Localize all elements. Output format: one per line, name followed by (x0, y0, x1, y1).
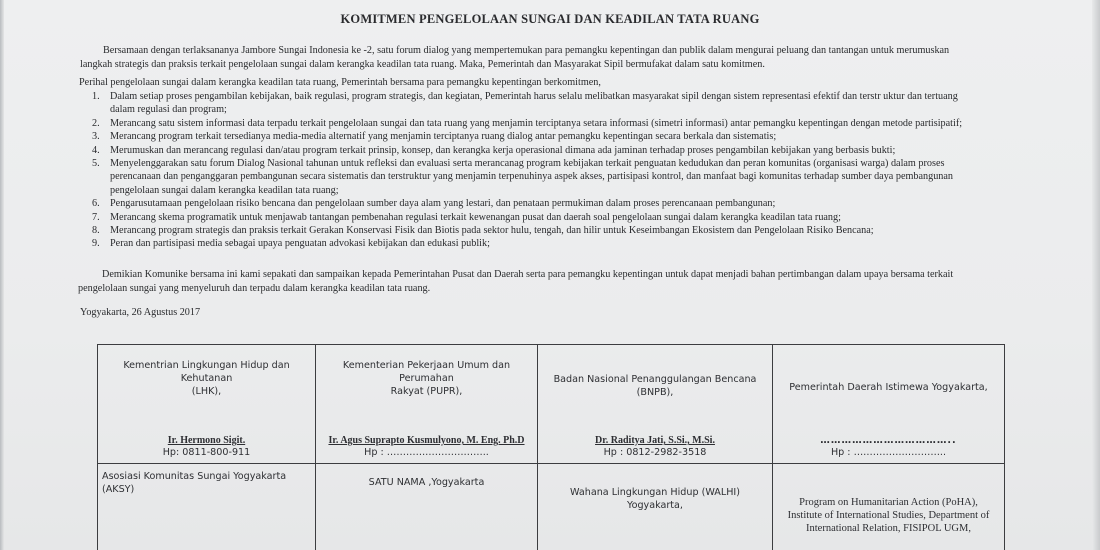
commitment-item (80, 237, 1040, 250)
organization-name: Asosiasi Komunitas Sungai Yogyakarta (AKSY) (102, 471, 287, 495)
institution-abbrev: (BNPB), (636, 387, 674, 398)
item-number: 6. (92, 198, 100, 210)
signatory-phone: Hp : ……………………….. (830, 447, 947, 458)
signatory-row-government (98, 345, 1005, 464)
item-number: 1. (92, 91, 100, 102)
commitment-item (80, 224, 1040, 237)
item-text: Merancang satu sistem informasi data terpadu terkait pengelolaan sungai dan tata ruang yang menjamin terciptanya setara informasi (simetri informasi) antar pemangku kepentingan dengan metode partisipatif; (110, 117, 963, 129)
signatory-cell-pupr (316, 345, 538, 464)
institution-name: Kementrian Lingkungan Hidup dan Kehutanan (123, 360, 290, 384)
signatory-phone: Hp: 0811-800-911 (162, 447, 251, 458)
item-number: 7. (92, 211, 100, 223)
place-date: Yogyakarta, 26 Agustus 2017 (80, 307, 201, 318)
signatory-cell-diy (773, 345, 1005, 464)
item-text-cont: pengelolaan sungai dalam kerangka keadilan tata ruang; (110, 184, 339, 196)
paper-edge-left (0, 0, 4, 550)
organization-department: International Relation, FISIPOL UGM, (806, 523, 971, 534)
signatory-name: Dr. Raditya Jati, S.Si., M.Si. (595, 435, 715, 446)
item-text-cont: dalam regulasi dan program; (110, 104, 227, 116)
intro-paragraph-line-1: Bersamaan dengan terlaksananya Jambore Sungai Indonesia ke -2, satu forum dialog yang mempertemukan para pemangku kepentingan dan publik dalam mengurai peluang dan tantangan untuk merumuskan (103, 45, 950, 56)
document-title: KOMITMEN PENGELOLAAN SUNGAI DAN KEADILAN TATA RUANG (340, 12, 760, 26)
commitment-item (80, 157, 1040, 197)
commitment-lead: Perihal pengelolaan sungai dalam kerangka keadilan tata ruang, Pemerintah bersama para pemangku kepentingan berkomitmen, (79, 77, 601, 88)
commitment-item (80, 90, 1040, 117)
organization-name: Program on Humanitarian Action (PoHA), (799, 497, 978, 508)
institution-name: Kementerian Pekerjaan Umum dan Perumahan (342, 360, 511, 384)
item-number: 9. (92, 238, 100, 250)
signatory-phone: Hp : 0812-2982-3518 (603, 447, 707, 458)
commitment-item (80, 130, 1040, 143)
item-text-cont: perencanaan dan penganggaran pembangunan secara sistematis dan terstruktur yang menjamin terpenuhinya aspek akses, partisipasi kontrol, dan manfaat bagi komunitas terhadap sumber daya pembangunan (110, 171, 954, 183)
organization-location: Yogyakarta, (626, 500, 683, 511)
item-text: Peran dan partisipasi media sebagai upaya penguatan advokasi kebijakan dan edukasi publik; (110, 238, 490, 250)
commitment-item (80, 117, 1040, 130)
institution-abbrev: Rakyat (PUPR), (390, 386, 463, 397)
closing-paragraph-line-2: pengelolaan sungai yang menyeluruh dan terpadu dalam kerangka keadilan tata ruang. (78, 283, 431, 294)
signatory-cell-satu-nama (316, 464, 538, 550)
commitment-item (80, 211, 1040, 224)
commitment-item (80, 144, 1040, 157)
item-text: Menyelenggarakan satu forum Dialog Nasional tahunan untuk refleksi dan evaluasi serta merancanag program kebijakan terkait penguatan kedudukan dan peran komunitas (organisasi warga) dalam proses (110, 158, 945, 170)
signatory-table (97, 344, 1005, 550)
signatory-cell-bnpb (538, 345, 773, 464)
signatory-phone: Hp : ………………………….. (364, 447, 489, 458)
closing-paragraph-line-1: Demikian Komunike bersama ini kami sepakati dan sampaikan kepada Pemerintahan Pusat dan Daerah serta para pemangku kepentingan untuk dapat menjadi bahan pertimbangan dalam upaya bersama terkait (102, 269, 954, 280)
institution-name: Badan Nasional Penanggulangan Bencana (553, 374, 757, 385)
item-text: Dalam setiap proses pengambilan kebijakan, baik regulasi, program strategis, dan kegiatan, Pemerintah harus selalu melibatkan masyarakat sipil dengan sistem representasi efektif dan terstr uktur dan tertuang (110, 91, 958, 102)
signatory-cell-walhi (538, 464, 773, 550)
commitment-item (80, 197, 1040, 210)
institution-abbrev: (LHK), (191, 386, 222, 397)
organization-institute: Institute of International Studies, Department of (787, 510, 990, 521)
item-number: 3. (92, 131, 100, 143)
paper-edge-right (1092, 0, 1100, 550)
signatory-name: Ir. Hermono Sigit. (167, 435, 246, 446)
signatory-cell-lhk (98, 345, 316, 464)
item-number: 5. (92, 158, 100, 170)
signatory-cell-poha (773, 464, 1005, 550)
institution-name: Pemerintah Daerah Istimewa Yogyakarta, (789, 382, 988, 393)
item-text: Merancang program terkait tersedianya media-media alternatif yang menjamin terciptanya ruang dialog antar pemangku kepentingan secara berkala dan sistematis; (110, 131, 777, 143)
signatory-cell-aksy (98, 464, 316, 550)
item-number: 8. (92, 225, 100, 237)
item-number: 2. (92, 117, 100, 129)
commitment-list (80, 90, 1040, 251)
signatory-name-blank: ……………………………….. (820, 435, 957, 446)
intro-paragraph-line-2: langkah strategis dan praksis terkait pengelolaan sungai dalam kerangka keadilan tata ruang. Maka, Pemerintah dan Masyarakat Sipil bermufakat dalam satu komitmen. (80, 59, 765, 70)
organization-name: SATU NAMA ,Yogyakarta (368, 477, 485, 488)
signatory-row-civil-society (98, 464, 1005, 550)
item-text: Merancang skema programatik untuk menjawab tantangan pembenahan regulasi terkait kewenangan pusat dan daerah soal pengelolaan sungai dalam kerangka keadilan tata ruang; (110, 211, 841, 223)
item-text: Merancang program strategis dan praksis terkait Gerakan Konservasi Fisik dan Biotis pada sektor hulu, tengah, dan hilir untuk Keseimbangan Ekosistem dan Pengelolaan Risiko Bencana; (110, 225, 874, 237)
item-text: Merumuskan dan merancang regulasi dan/atau program terkait prinsip, konsep, dan kerangka kerja operasional dimana ada jaminan terhadap proses pengambilan kebijakan yang berbasis bukti; (110, 144, 896, 156)
organization-name: Wahana Lingkungan Hidup (WALHI) (569, 487, 740, 498)
item-text: Pengarusutamaan pengelolaan risiko bencana dan pengelolaan sumber daya alam yang lestari, dan penataan permukiman dalam proses perencanaan pembangunan; (110, 198, 776, 210)
item-number: 4. (92, 144, 100, 156)
signatory-name: Ir. Agus Suprapto Kusmulyono, M. Eng. Ph.D (328, 435, 525, 446)
